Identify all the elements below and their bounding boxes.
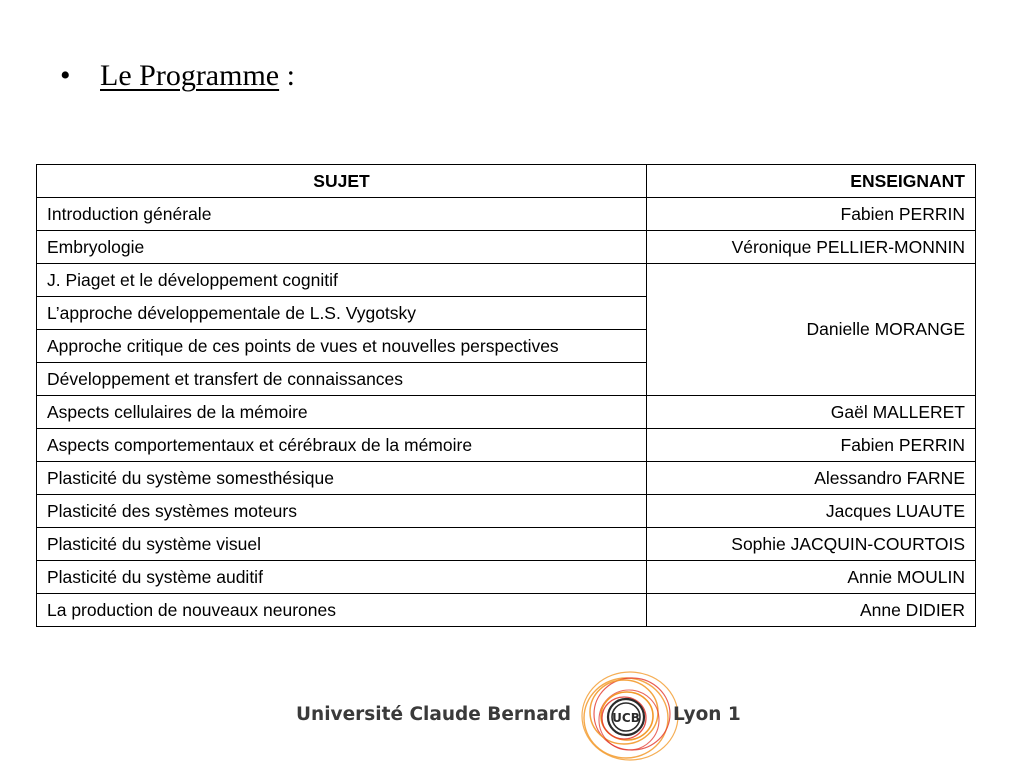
subject-cell: Aspects cellulaires de la mémoire xyxy=(37,396,647,429)
slide-heading xyxy=(60,56,295,96)
subject-cell: Aspects comportementaux et cérébraux de la mémoire xyxy=(37,429,647,462)
table-row xyxy=(37,594,976,627)
table-header-row xyxy=(37,165,976,198)
table-row xyxy=(37,462,976,495)
subject-cell: Introduction générale xyxy=(37,198,647,231)
table-row xyxy=(37,495,976,528)
subject-cell: La production de nouveaux neurones xyxy=(37,594,647,627)
table-row xyxy=(37,198,976,231)
subject-cell: L’approche développementale de L.S. Vygotsky xyxy=(37,297,647,330)
teacher-cell: Fabien PERRIN xyxy=(647,198,976,231)
table-row xyxy=(37,396,976,429)
emblem-text: UCB xyxy=(612,711,640,725)
subject-cell: Embryologie xyxy=(37,231,647,264)
teacher-cell: Jacques LUAUTE xyxy=(647,495,976,528)
title-colon: : xyxy=(279,59,295,92)
table-row xyxy=(37,561,976,594)
logo-text-lyon: Lyon 1 xyxy=(673,704,741,725)
logo-text-university: Université Claude Bernard xyxy=(296,704,572,725)
subject-cell: Plasticité du système somesthésique xyxy=(37,462,647,495)
page-title: Le Programme xyxy=(100,59,280,92)
teacher-cell: Véronique PELLIER-MONNIN xyxy=(647,231,976,264)
teacher-cell: Alessandro FARNE xyxy=(647,462,976,495)
header-subject: SUJET xyxy=(37,165,647,198)
table-row xyxy=(37,528,976,561)
teacher-cell: Anne DIDIER xyxy=(647,594,976,627)
subject-cell: Plasticité des systèmes moteurs xyxy=(37,495,647,528)
subject-cell: Développement et transfert de connaissances xyxy=(37,363,647,396)
teacher-cell: Annie MOULIN xyxy=(647,561,976,594)
subject-cell: J. Piaget et le développement cognitif xyxy=(37,264,647,297)
header-teacher: ENSEIGNANT xyxy=(647,165,976,198)
bullet-point: • xyxy=(60,59,71,92)
table-row xyxy=(37,231,976,264)
subject-cell: Approche critique de ces points de vues et nouvelles perspectives xyxy=(37,330,647,363)
table-row xyxy=(37,429,976,462)
teacher-cell: Sophie JACQUIN-COURTOIS xyxy=(647,528,976,561)
teacher-cell: Gaël MALLERET xyxy=(647,396,976,429)
subject-cell: Plasticité du système auditif xyxy=(37,561,647,594)
program-table xyxy=(36,164,976,627)
ucb-emblem-icon xyxy=(574,668,684,764)
subject-cell: Plasticité du système visuel xyxy=(37,528,647,561)
university-logo xyxy=(292,668,752,764)
teacher-cell: Fabien PERRIN xyxy=(647,429,976,462)
teacher-cell-merged: Danielle MORANGE xyxy=(647,264,976,396)
table-row xyxy=(37,264,976,297)
